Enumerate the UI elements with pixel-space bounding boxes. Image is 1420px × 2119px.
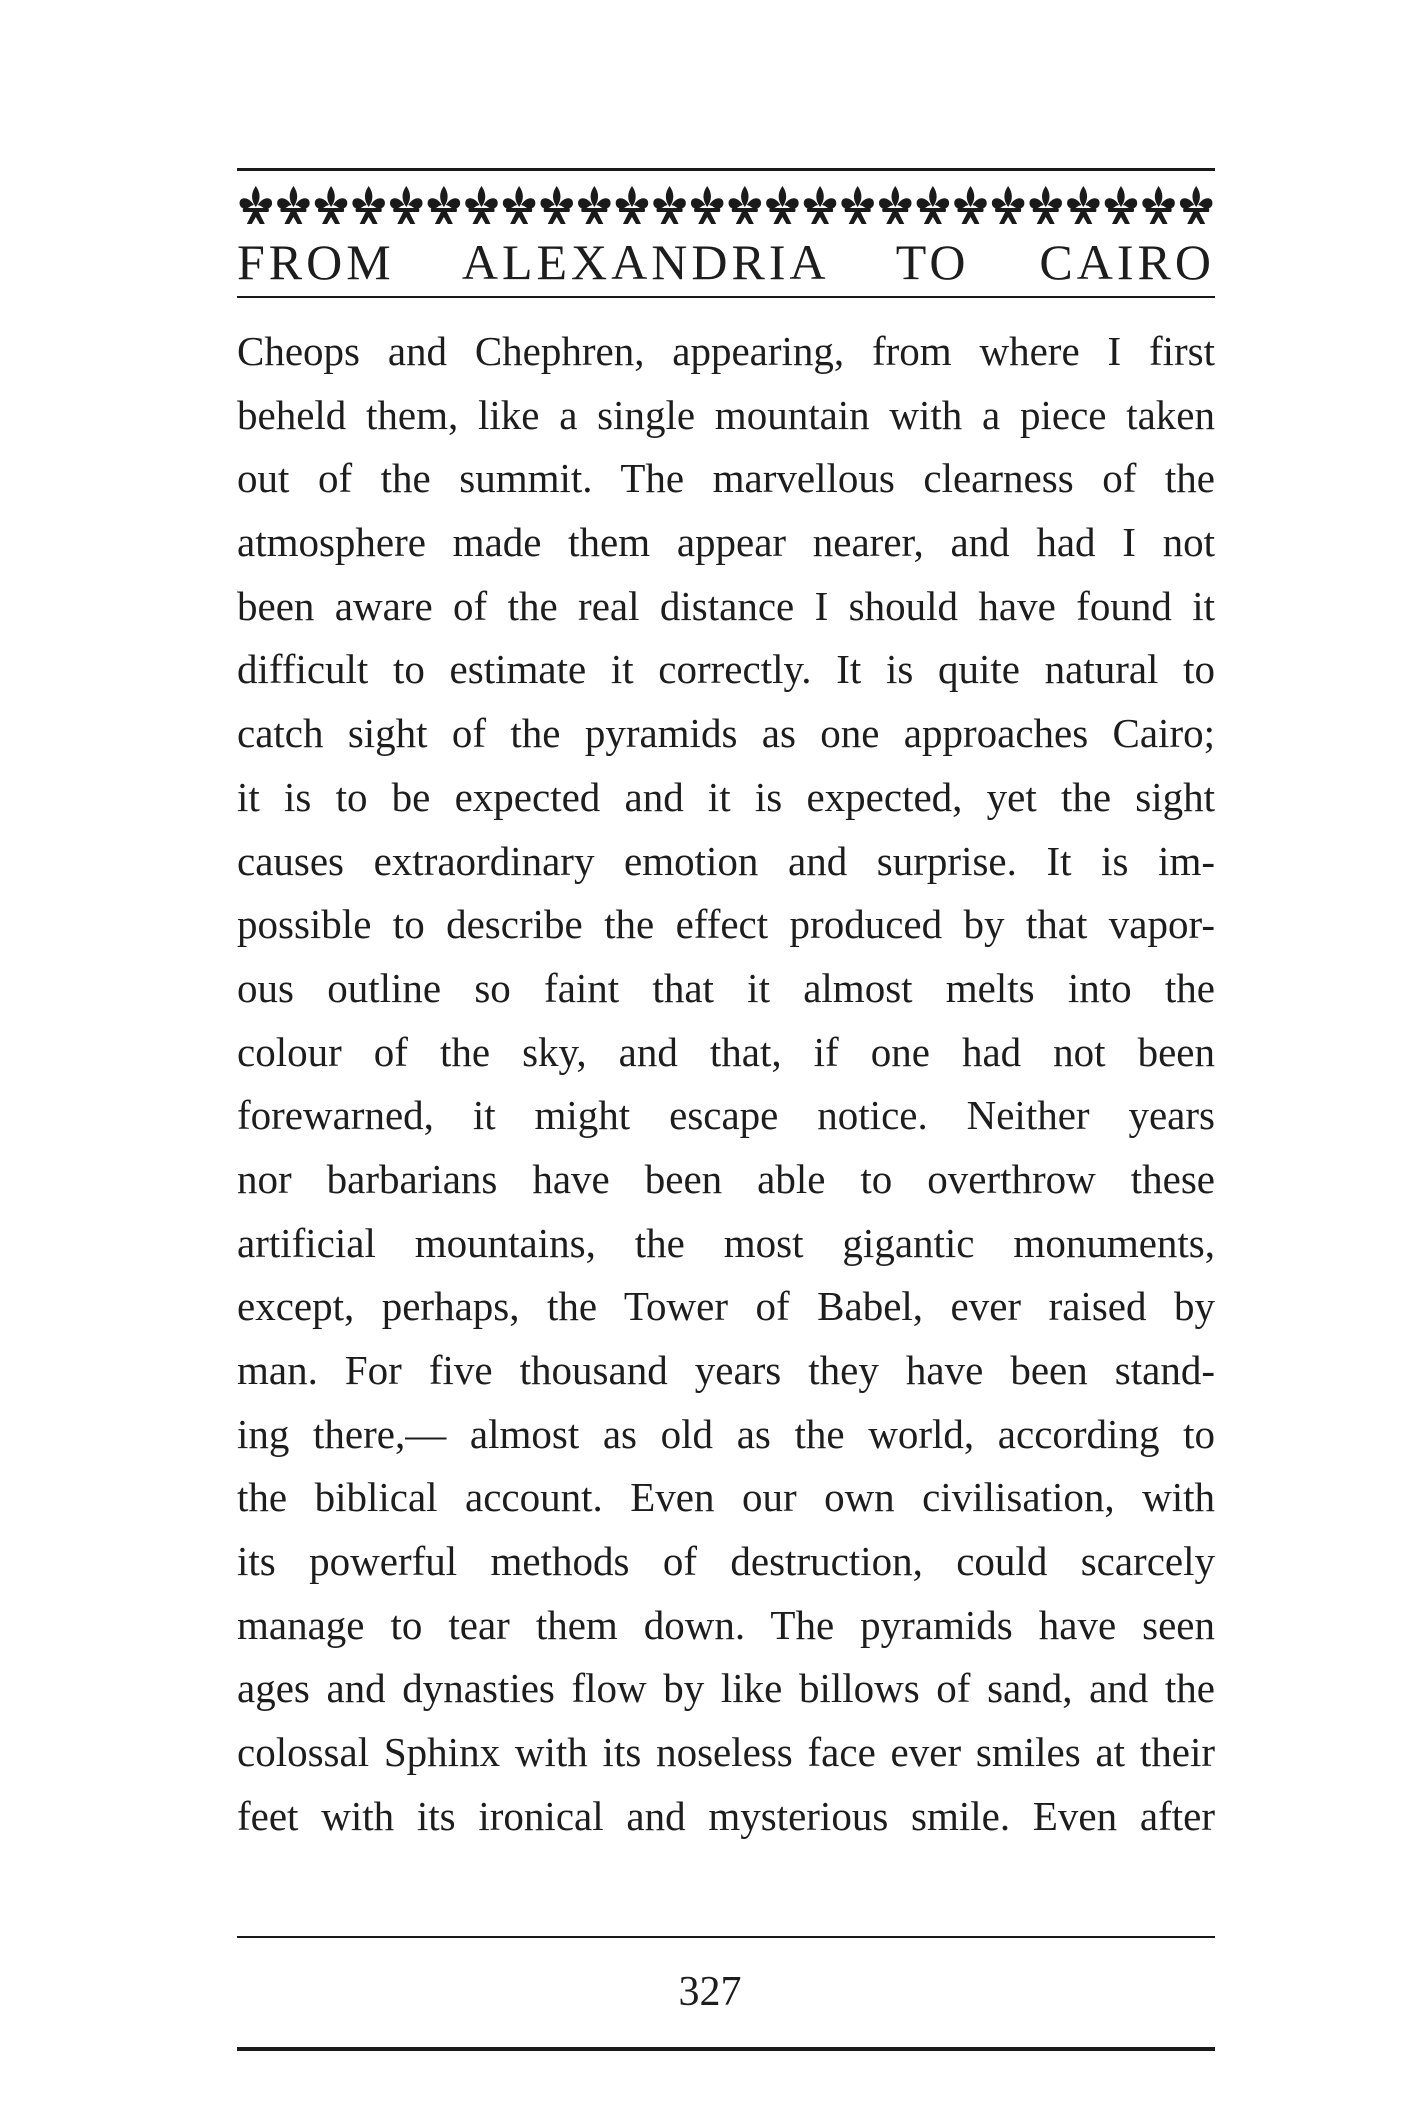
text-line: it is to be expected and it is expected, yet the sight xyxy=(237,773,1215,820)
text-line: man. For five thousand years they have been stand- xyxy=(237,1347,1215,1393)
fleuron-icon xyxy=(954,186,987,224)
text-line: out of the summit. The marvellous clearness of the xyxy=(237,455,1215,502)
fleuron-icon xyxy=(992,186,1025,224)
fleuron-icon xyxy=(1105,186,1138,224)
text-line: catch sight of the pyramids as one approaches Cairo; xyxy=(237,710,1215,757)
top-rule xyxy=(237,168,1215,171)
text-line: colossal Sphinx with its noseless face ever smiles at their xyxy=(237,1729,1215,1776)
fleuron-icon xyxy=(277,186,310,224)
fleuron-row-icon xyxy=(237,180,1215,230)
text-line: difficult to estimate it correctly. It is quite natural to xyxy=(237,646,1215,693)
text-line: colour of the sky, and that, if one had not been xyxy=(237,1028,1215,1075)
text-line: its powerful methods of destruction, could scarcely xyxy=(237,1538,1215,1585)
fleuron-icon xyxy=(1029,186,1062,224)
text-line: except, perhaps, the Tower of Babel, ever raised by xyxy=(237,1283,1215,1330)
text-line: nor barbarians have been able to overthrow these xyxy=(237,1155,1215,1202)
fleuron-icon xyxy=(1180,186,1213,224)
header-rule xyxy=(237,296,1215,298)
fleuron-icon xyxy=(653,186,686,224)
text-line: beheld them, like a single mountain with a piece taken xyxy=(237,391,1215,438)
text-line: possible to describe the effect produced by that vapor- xyxy=(237,901,1215,948)
fleuron-icon xyxy=(917,186,950,224)
text-line: ing there,— almost as old as the world, according to xyxy=(237,1410,1215,1457)
fleuron-icon xyxy=(352,186,385,224)
fleuron-ornament-icon xyxy=(237,180,1215,230)
fleuron-icon xyxy=(465,186,498,224)
page-number: 327 xyxy=(678,1969,742,2015)
text-line: the biblical account. Even our own civilisation, with xyxy=(237,1474,1215,1521)
fleuron-icon xyxy=(390,186,423,224)
fleuron-icon xyxy=(804,186,837,224)
fleuron-icon xyxy=(766,186,799,224)
text-line: causes extraordinary emotion and surprise. It is im- xyxy=(237,837,1215,884)
fleuron-icon xyxy=(503,186,536,224)
fleuron-icon xyxy=(879,186,912,224)
fleuron-icon xyxy=(1067,186,1100,224)
fleuron-icon xyxy=(616,186,649,224)
text-line: ous outline so faint that it almost melts into the xyxy=(237,964,1215,1011)
footer-rule-thick xyxy=(237,2047,1215,2051)
text-line: Cheops and Chephren, appearing, from where I first xyxy=(237,328,1215,374)
text-line: manage to tear them down. The pyramids have seen xyxy=(237,1601,1215,1648)
text-line: feet with its ironical and mysterious smile. Even after xyxy=(237,1792,1215,1839)
text-line: been aware of the real distance I should have found it xyxy=(237,582,1215,629)
fleuron-icon xyxy=(1142,186,1175,224)
text-line: atmosphere made them appear nearer, and had I not xyxy=(237,519,1215,566)
fleuron-icon xyxy=(841,186,874,224)
fleuron-icon xyxy=(578,186,611,224)
fleuron-icon xyxy=(240,186,273,224)
footer-rule xyxy=(237,1936,1215,1938)
text-line: forewarned, it might escape notice. Neither years xyxy=(237,1092,1215,1139)
fleuron-icon xyxy=(691,186,724,224)
text-line: artificial mountains, the most gigantic monuments, xyxy=(237,1219,1215,1266)
text-line: ages and dynasties flow by like billows of sand, and the xyxy=(237,1665,1215,1712)
fleuron-icon xyxy=(428,186,461,224)
fleuron-icon xyxy=(729,186,762,224)
running-head: FROM ALEXANDRIA TO CAIRO xyxy=(237,234,1215,290)
fleuron-icon xyxy=(540,186,573,224)
body-text xyxy=(237,320,1215,1849)
fleuron-icon xyxy=(315,186,348,224)
